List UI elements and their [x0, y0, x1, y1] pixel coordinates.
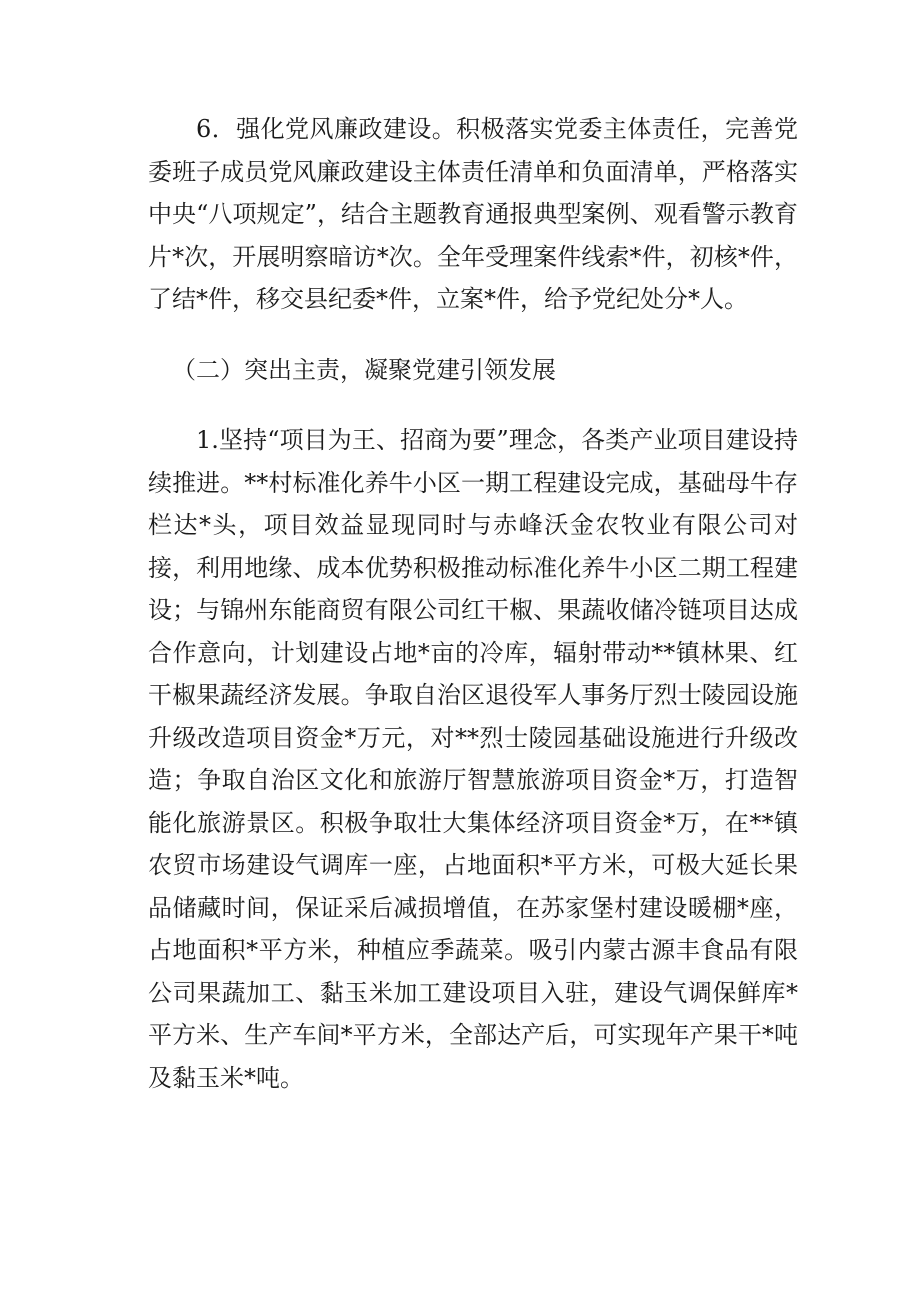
section-heading: （二）突出主责，凝聚党建引领发展 — [172, 355, 556, 384]
paragraph-party-conduct: 6．强化党风廉政建设。积极落实党委主体责任，完善党委班子成员党风廉政建设主体责任清单和负面清单，严格落实中央“八项规定”，结合主题教育通报典型案例、观看警示教育片*次，开展明察暗访*次。全年受理案件线索*件，初核*件，了结*件，移交县纪委*件，立案*件，给予党纪处分*人。 — [148, 115, 798, 313]
paragraph-projects: 1.坚持“项目为王、招商为要”理念，各类产业项目建设持续推进。**村标准化养牛小区一期工程建设完成，基础母牛存栏达*头，项目效益显现同时与赤峰沃金农牧业有限公司对接，利用地缘、成本优势积极推动标准化养牛小区二期工程建设；与锦州东能商贸有限公司红干椒、果蔬收储冷链项目达成合作意向，计划建设占地*亩的冷库，辐射带动**镇林果、红干椒果蔬经济发展。争取自治区退役军人事务厅烈士陵园设施升级改造项目资金*万元，对**烈士陵园基础设施进行升级改造；争取自治区文化和旅游厅智慧旅游项目资金*万，打造智能化旅游景区。积极争取壮大集体经济项目资金*万，在**镇农贸市场建设气调库一座，占地面积*平方米，可极大延长果品储藏时间，保证采后减损增值，在苏家堡村建设暖棚*座，占地面积*平方米，种植应季蔬菜。吸引内蒙古源丰食品有限公司果蔬加工、黏玉米加工建设项目入驻，建设气调保鲜库*平方米、生产车间*平方米，全部达产后，可实现年产果干*吨及黏玉米*吨。 — [148, 426, 798, 1092]
document-body — [148, 108, 798, 1099]
